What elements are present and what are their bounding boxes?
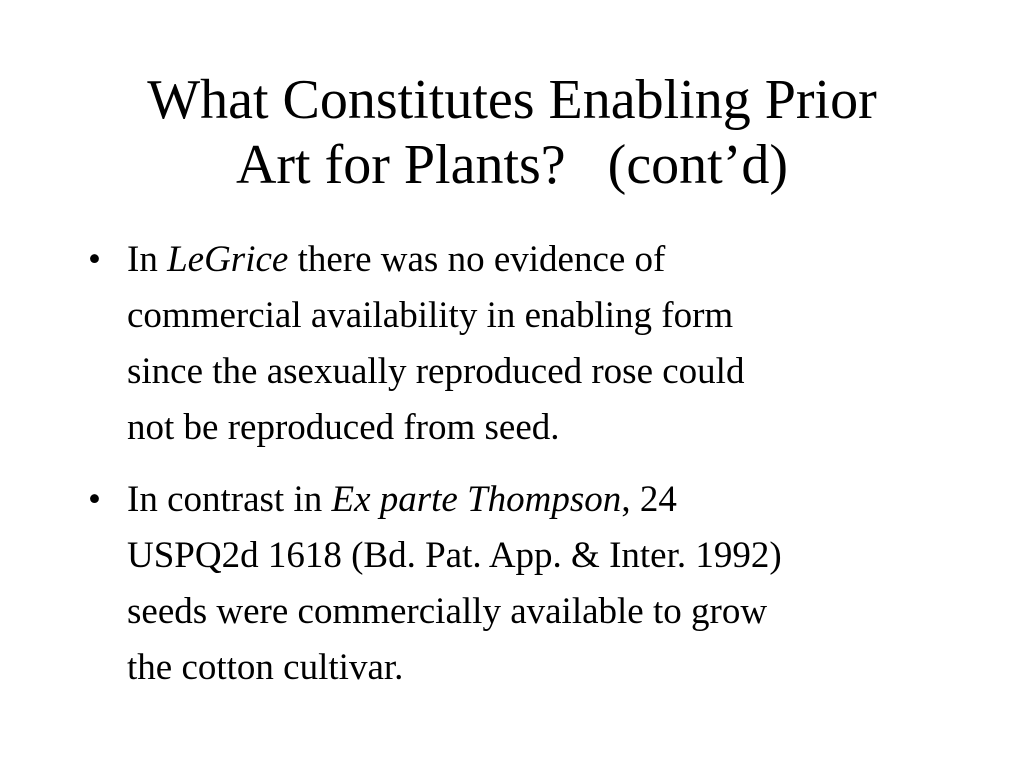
- bullet-marker: •: [88, 479, 101, 520]
- bullet-line: [127, 232, 964, 288]
- text-run: seeds were commercially available to grow: [127, 591, 768, 632]
- bullet-line: [127, 344, 964, 400]
- bullet-text: [127, 472, 964, 696]
- bullet-item: [84, 472, 964, 696]
- bullet-marker: •: [88, 239, 101, 280]
- bullet-line: [127, 400, 964, 456]
- text-run: commercial availability in enabling form: [127, 295, 734, 336]
- bullet-list: [84, 232, 964, 712]
- text-run: In: [127, 239, 168, 280]
- bullet-line: [127, 528, 964, 584]
- bullet-line: [127, 472, 964, 528]
- text-run: USPQ2d 1618 (Bd. Pat. App. & Inter. 1992): [127, 535, 782, 576]
- bullet-text: [127, 232, 964, 456]
- text-run: since the asexually reproduced rose could: [127, 351, 745, 392]
- case-name: Ex parte Thompson: [331, 479, 622, 520]
- text-run: the cotton cultivar.: [127, 647, 404, 688]
- text-run: there was no evidence of: [288, 239, 666, 280]
- bullet-line: [127, 288, 964, 344]
- bullet-item: [84, 232, 964, 456]
- text-run: In contrast in: [127, 479, 332, 520]
- case-name: LeGrice: [167, 239, 289, 280]
- title-line-2: Art for Plants? (cont’d): [235, 134, 789, 196]
- bullet-line: [127, 640, 964, 696]
- title-line-1: What Constitutes Enabling Prior: [147, 69, 877, 131]
- bullet-line: [127, 584, 964, 640]
- text-run: not be reproduced from seed.: [127, 407, 560, 448]
- slide-title: [60, 68, 964, 198]
- text-run: , 24: [621, 479, 677, 520]
